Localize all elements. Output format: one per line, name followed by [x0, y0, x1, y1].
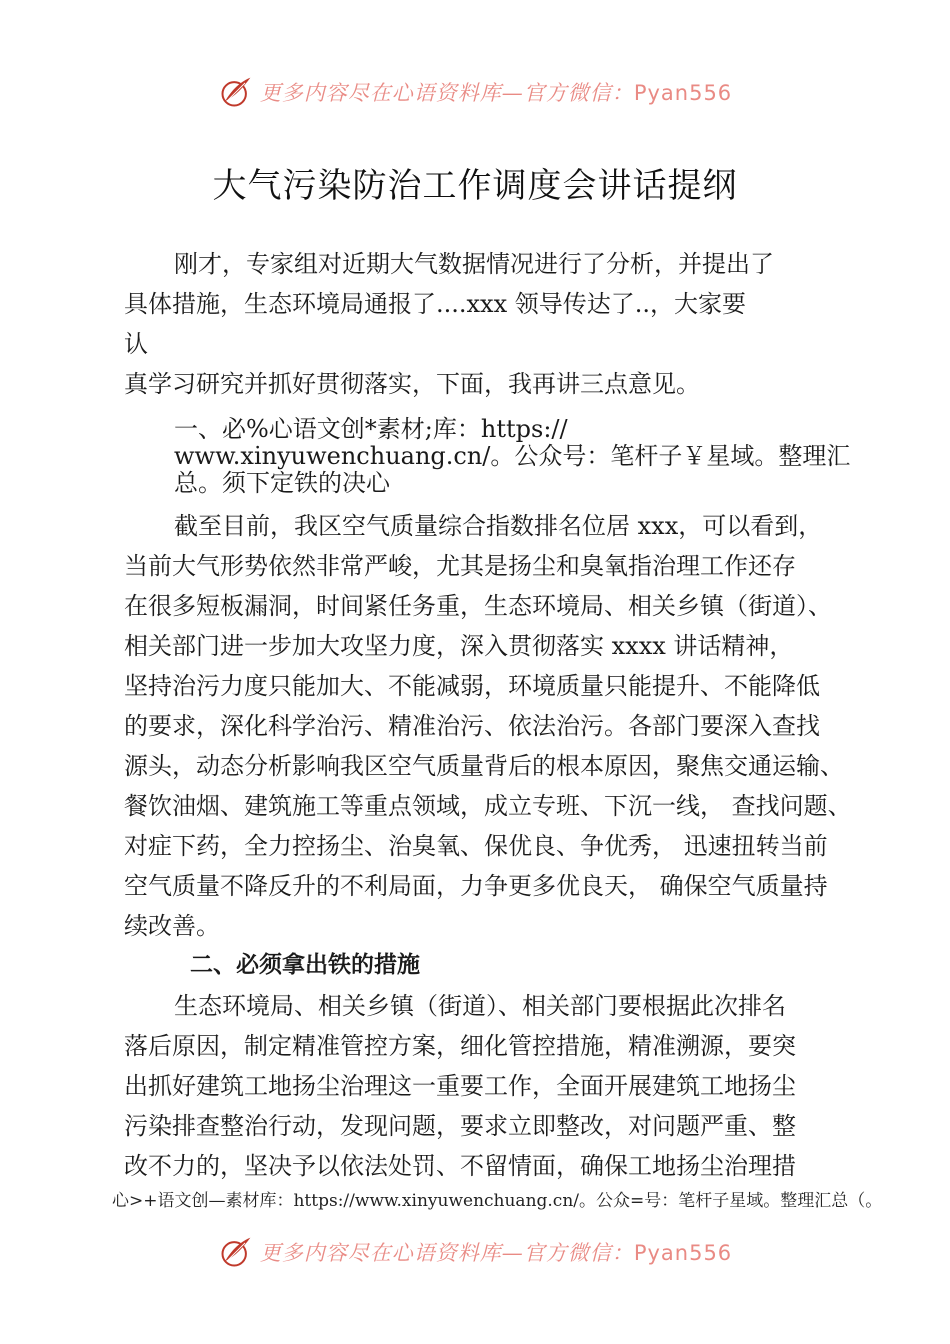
watermark-text: 更多内容尽在心语资料库—官方微信：Pyan556 [259, 81, 733, 105]
text-line: 污染排查整治行动，发现问题，要求立即整改，对问题严重、整 [124, 1112, 796, 1140]
text-line: 在很多短板漏洞，时间紧任务重，生态环境局、相关乡镇（街道）、 [124, 592, 832, 620]
section2-body [124, 986, 844, 1186]
text-line: 续改善。 [124, 912, 220, 940]
section2-heading: 二、必须拿出铁的措施 [190, 952, 420, 978]
wechat-id: Pyan556 [633, 1241, 733, 1265]
text-line: 截至目前，我区空气质量综合指数排名位居 xxx，可以看到， [174, 512, 823, 540]
page-title: 大气污染防治工作调度会讲话提纲 [212, 166, 738, 206]
text-line: 具体措施，生态环境局通报了....xxx 领导传达了..，大家要 [124, 290, 747, 318]
text-line: 改不力的，坚决予以依法处罚、不留情面，确保工地扬尘治理措 [124, 1152, 796, 1180]
section1-body [124, 506, 852, 946]
text-line: 当前大气形势依然非常严峻，尤其是扬尘和臭氧指治理工作还存 [124, 552, 796, 580]
text-line: 坚持治污力度只能加大、不能减弱，环境质量只能提升、不能降低 [124, 672, 820, 700]
watermark-text: 更多内容尽在心语资料库—官方微信：Pyan556 [259, 1241, 733, 1265]
footer-note: 心>+语文创—素材库：https://www.xinyuwenchuang.cn/。公众=号：笔杆子星域。整理汇总（。 [112, 1191, 883, 1211]
text-line: 真学习研究并抓好贯彻落实，下面，我再讲三点意见。 [124, 370, 700, 398]
quill-feather-icon [218, 74, 254, 110]
text-line: 落后原因，制定精准管控方案，细化管控措施，精准溯源，要突 [124, 1032, 796, 1060]
section1-heading [174, 416, 850, 497]
text-line: 空气质量不降反升的不利局面，力争更多优良天， 确保空气质量持 [124, 872, 828, 900]
heading-line: 总。须下定铁的决心 [174, 469, 390, 497]
text-line: 对症下药，全力控扬尘、治臭氧、保优良、争优秀， 迅速扭转当前 [124, 832, 828, 860]
quill-feather-icon [218, 1234, 254, 1270]
text-line: 生态环境局、相关乡镇（街道）、相关部门要根据此次排名 [174, 992, 786, 1020]
text-line: 相关部门进一步加大攻坚力度，深入贯彻落实 xxxx 讲话精神， [124, 632, 794, 660]
text-line: 认 [124, 330, 148, 358]
heading-line: 一、必%心语文创*素材;库：https:// [174, 415, 568, 443]
wechat-id: Pyan556 [633, 81, 733, 105]
bottom-watermark-banner [0, 1230, 950, 1274]
intro-paragraph [124, 244, 844, 404]
text-line: 的要求，深化科学治污、精准治污、依法治污。各部门要深入查找 [124, 712, 820, 740]
text-line: 出抓好建筑工地扬尘治理这一重要工作，全面开展建筑工地扬尘 [124, 1072, 796, 1100]
text-line: 源头，动态分析影响我区空气质量背后的根本原因，聚焦交通运输、 [124, 752, 844, 780]
text-line: 餐饮油烟、建筑施工等重点领域，成立专班、下沉一线， 查找问题、 [124, 792, 852, 820]
text-line: 刚才，专家组对近期大气数据情况进行了分析，并提出了 [174, 250, 774, 278]
top-watermark-banner [0, 70, 950, 114]
heading-line: www.xinyuwenchuang.cn/。公众号：笔杆子￥星域。整理汇 [174, 442, 851, 470]
